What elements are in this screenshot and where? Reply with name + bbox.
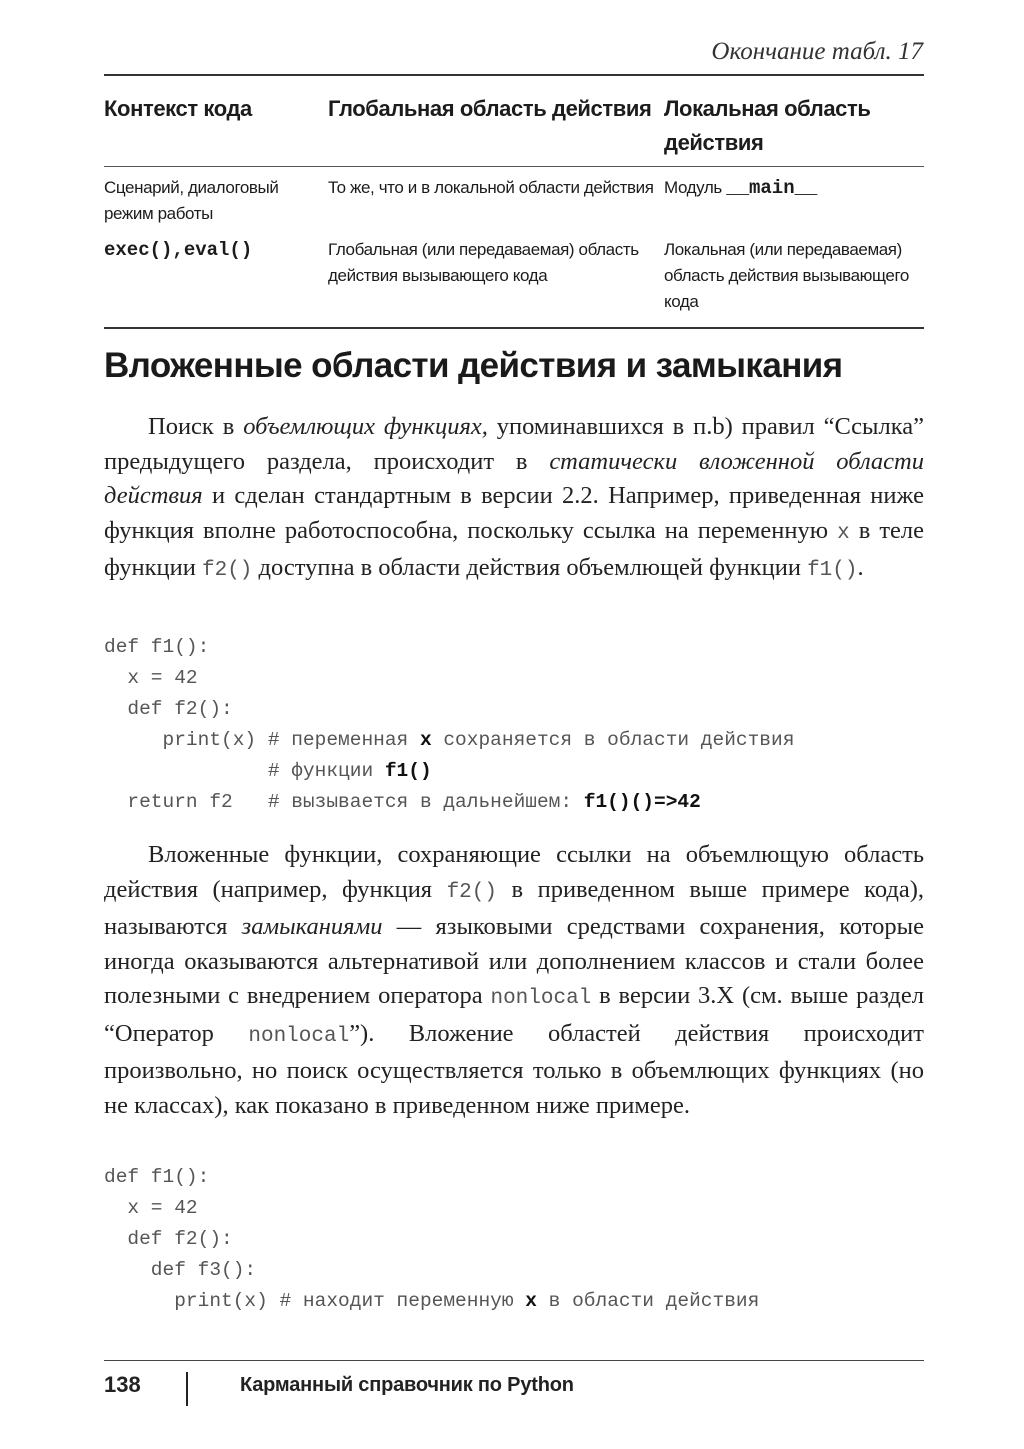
- cell-local: [664, 167, 924, 231]
- header-local-scope: Локальная область действия: [664, 96, 871, 155]
- table-row: [104, 167, 924, 231]
- header-global-scope: Глобальная область действия: [328, 96, 652, 121]
- cell-global: То же, что и в локальной области действия: [328, 178, 654, 197]
- table-bottom-rule: [104, 327, 924, 329]
- table-row: [104, 231, 924, 319]
- body-paragraph: Поиск в объемлющих функциях, упоминавшихся в п.b) правил “Ссылка” предыдущего раздела, происходит в статически вложенной области действия и сделан стандартным в версии 2.2. Например, приведенная ниже функция вполне работоспособна, поскольку ссылка на переменную x в теле функции f2() доступна в области действия объемлющей функции f1().: [104, 413, 925, 582]
- footer-rule: [104, 1360, 924, 1361]
- cell-local-code: __main__: [726, 177, 818, 199]
- scope-table: [104, 74, 924, 329]
- header-code-context: Контекст кода: [104, 96, 252, 121]
- section-heading: Вложенные области действия и замыкания: [104, 346, 843, 385]
- body-paragraph: Вложенные функции, сохраняющие ссылки на объемлющую область действия (например, функция f2() в приведенном выше примере кода), называются замыканиями — языковыми средствами сохранения, которые иногда оказываются альтернативой или дополнением классов и стали более полезными с внедрением оператора nonlocal в версии 3.X (см. выше раздел “Оператор nonlocal”). Вложение областей действия происходит произвольно, но поиск осуществляется только в объемлющих функциях (но не классах), как показано в приведенном ниже примере.: [104, 841, 924, 1119]
- footer-separator: [186, 1372, 188, 1406]
- code-block: def f1(): x = 42 def f2(): print(x) # переменная x сохраняется в области действия # функции f1() return f2 # вызывается в дальнейшем: f1()()=>42: [104, 636, 795, 813]
- cell-local: Локальная (или передаваемая) область действия вызывающего кода: [664, 240, 909, 311]
- running-footer-title: Карманный справочник по Python: [240, 1374, 574, 1396]
- cell-global: Глобальная (или передаваемая) область действия вызывающего кода: [328, 240, 639, 285]
- code-block: def f1(): x = 42 def f2(): def f3(): print(x) # находит переменную x в области действия: [104, 1166, 760, 1312]
- cell-context: Сценарий, диалоговый режим работы: [104, 178, 279, 223]
- page-number: 138: [104, 1372, 141, 1397]
- cell-local-prefix: Модуль: [664, 178, 727, 197]
- table-caption: Окончание табл. 17: [711, 38, 923, 65]
- cell-context-code: exec(),eval(): [104, 239, 253, 261]
- cell-context: [104, 231, 328, 319]
